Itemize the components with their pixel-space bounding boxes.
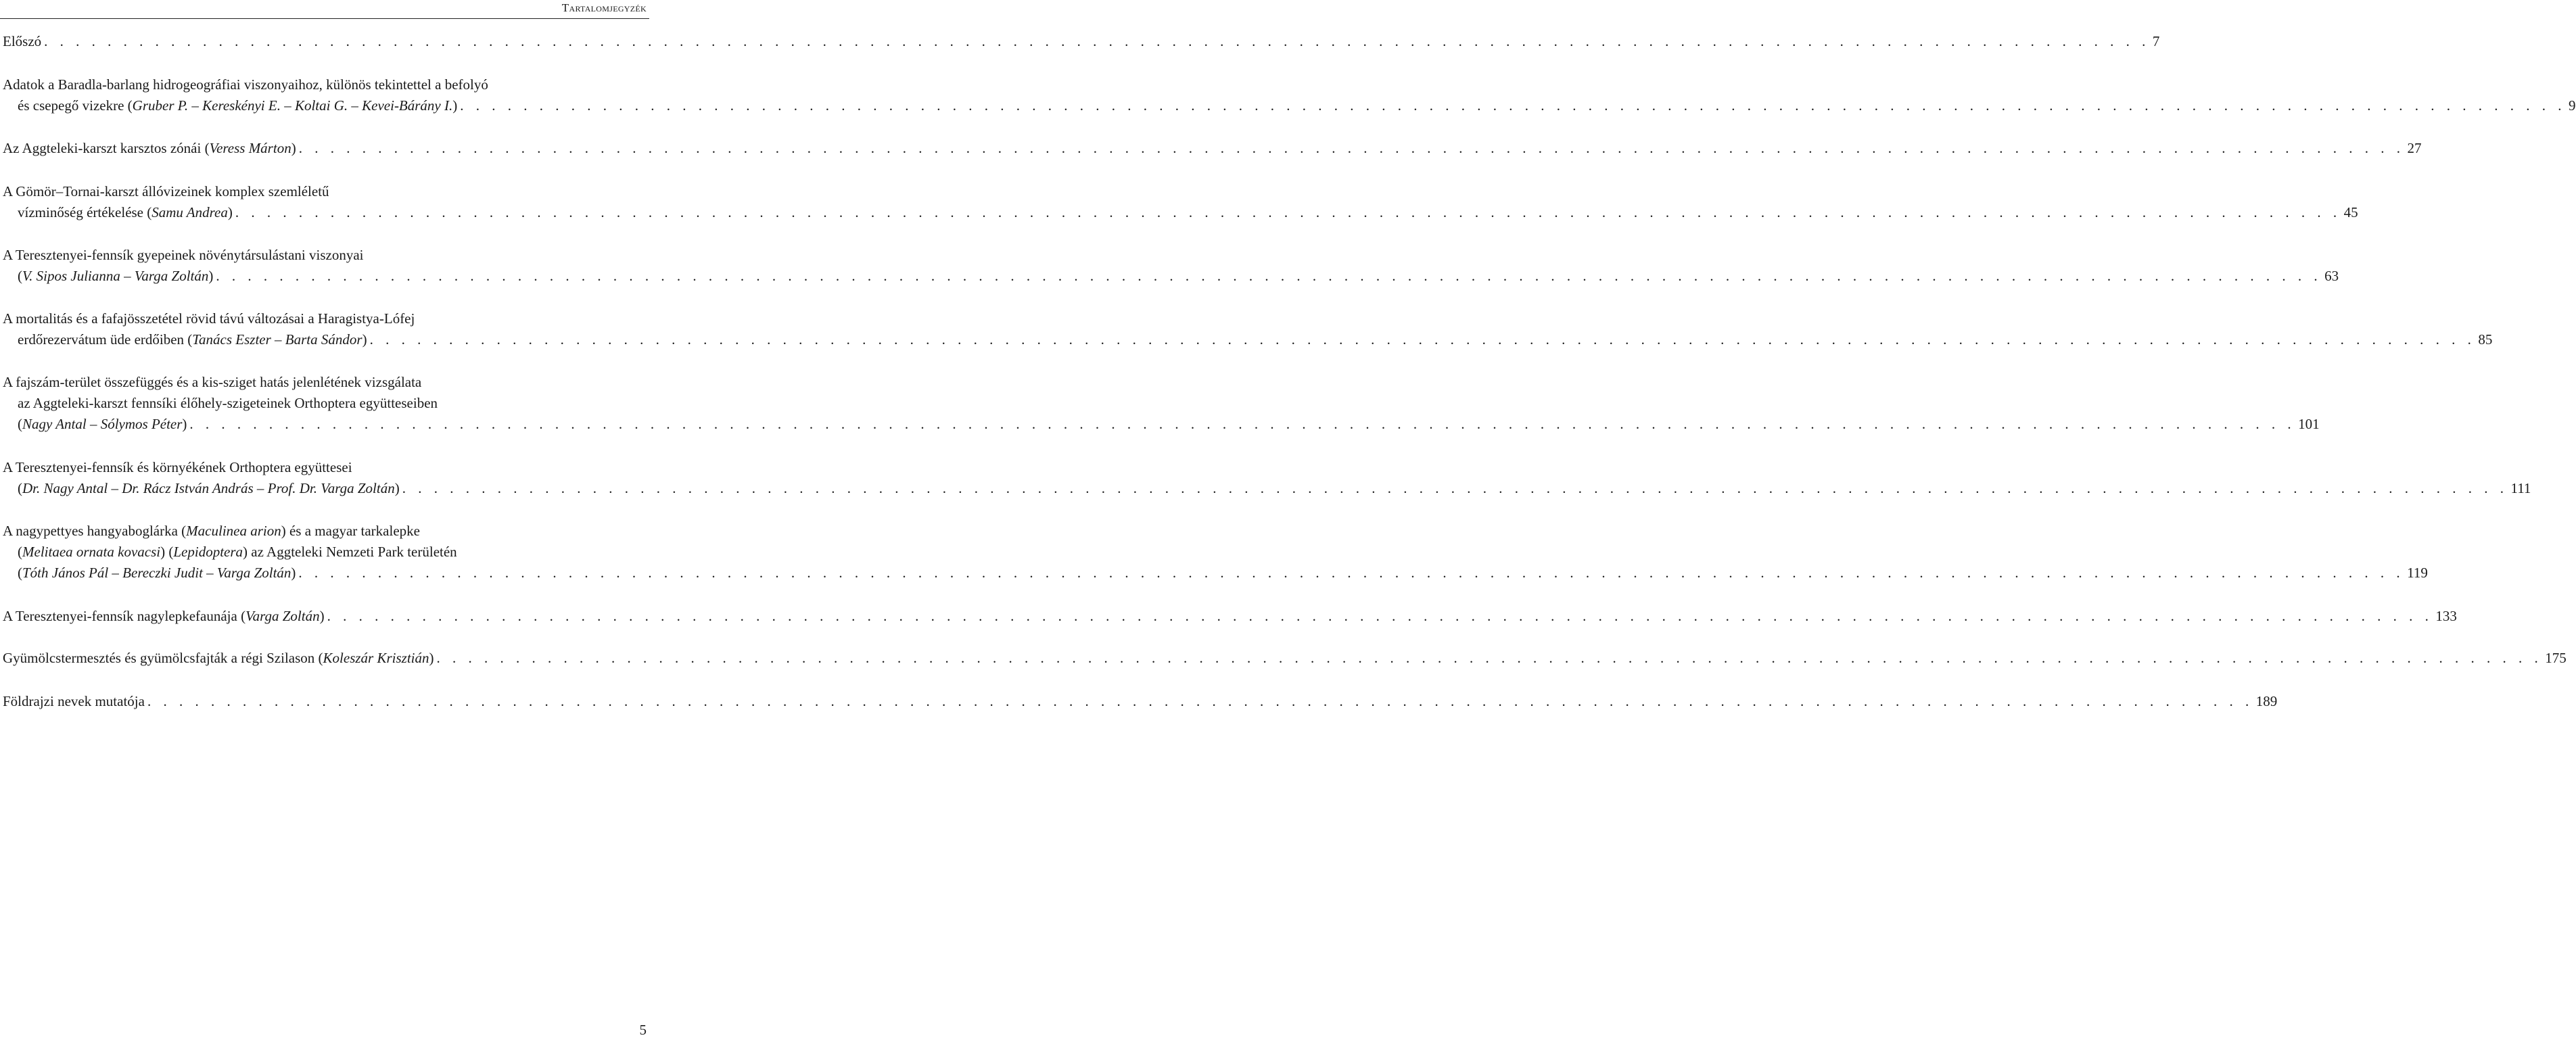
toc-page-number: 27 (2407, 140, 2422, 156)
toc-entry-last-line (3, 95, 2576, 116)
toc-entry-last-line (3, 202, 2358, 223)
author-or-taxon-text: Tóth János Pál – Bereczki Judit – Varga Zoltán (22, 565, 291, 581)
toc-entry-text (18, 478, 400, 499)
toc-entry-text (3, 459, 352, 475)
toc-page-number: 7 (2152, 33, 2160, 49)
author-or-taxon-text: Dr. Nagy Antal – Dr. Rácz István András – Prof. Dr. Varga Zoltán (22, 480, 395, 496)
toc-entry-last-line (3, 266, 2339, 287)
author-or-taxon-text: Samu Andrea (151, 204, 228, 220)
toc-entry-last-line (3, 563, 2428, 584)
toc-entry (3, 457, 2531, 499)
dot-leader: . . . . . . . . . . . . . . . . . . . . . . . . . . . . . . . . . . . . . . . . . . . . . . . . . . . . . . . . . . . . . . . . . . . . . . . . . . . . . . . . . . . . . . . . . . . . . . . . . . . . . . . . . . . . . . . . . . . . . . . . . . . . . . . . . . . . . (216, 268, 2322, 284)
author-or-taxon-text: Koleszár Krisztián (323, 650, 429, 666)
toc-entry-line (3, 245, 647, 266)
toc-page-number: 133 (2435, 608, 2457, 624)
toc-entry-text (18, 266, 213, 287)
title-text: A fajszám-terület összefüggés és a kis-sziget hatás jelenlétének vizsgálata (3, 374, 422, 390)
title-text: az Aggteleki-karszt fennsíki élőhely-szigeteinek Orthoptera együtteseiben (18, 395, 438, 411)
title-text: ) (362, 331, 367, 348)
author-or-taxon-text: Lepidoptera (173, 544, 243, 560)
dot-leader: . . . . . . . . . . . . . . . . . . . . . . . . . . . . . . . . . . . . . . . . . . . . . . . . . . . . . . . . . . . . . . . . . . . . . . . . . . . . . . . . . . . . . . . . . . . . . . . . . . . . . . . . . . . . . . . . . . . . . . . . . . . . . . . . . . . . . (369, 331, 2476, 348)
title-text: ) (452, 97, 458, 114)
title-text: és csepegő vizekre ( (18, 97, 133, 114)
author-or-taxon-text: Melitaea ornata kovacsi (22, 544, 161, 560)
dot-leader: . . . . . . . . . . . . . . . . . . . . . . . . . . . . . . . . . . . . . . . . . . . . . . . . . . . . . . . . . . . . . . . . . . . . . . . . . . . . . . . . . . . . . . . . . . . . . . . . . . . . . . . . . . . . . . . . . . . . . . . . . . . . . . . . . . . . . (44, 33, 2150, 49)
title-text: Földrajzi nevek mutatója (3, 693, 145, 709)
title-text: ( (18, 480, 22, 496)
toc-entry-last-line (3, 329, 2493, 350)
title-text: Az Aggteleki-karszt karsztos zónái ( (3, 140, 210, 156)
toc-page-number: 189 (2255, 693, 2278, 709)
title-text: A Teresztenyei-fennsík gyepeinek növénytársulástani viszonyai (3, 247, 364, 263)
toc-entry (3, 606, 2457, 627)
toc-page-number: 101 (2298, 416, 2320, 432)
toc-entry-text (18, 544, 457, 560)
toc-entry-line (3, 457, 647, 478)
toc-entry (3, 74, 2576, 116)
dot-leader: . . . . . . . . . . . . . . . . . . . . . . . . . . . . . . . . . . . . . . . . . . . . . . . . . . . . . . . . . . . . . . . . . . . . . . . . . . . . . . . . . . . . . . . . . . . . . . . . . . . . . . . . . . . . . . . . . . . . . . . . . . . . . . . . . . . . . (298, 565, 2405, 581)
title-text: Előszó (3, 33, 42, 49)
toc-entry-line (3, 372, 647, 393)
toc-entry-text (3, 374, 421, 390)
toc-entry-line (3, 181, 647, 202)
title-text: ) (227, 204, 233, 220)
title-text: ) (182, 416, 187, 432)
title-text: ) és a magyar tarkalepke (281, 523, 420, 539)
toc-entry (3, 521, 2428, 584)
dot-leader: . . . . . . . . . . . . . . . . . . . . . . . . . . . . . . . . . . . . . . . . . . . . . . . . . . . . . . . . . . . . . . . . . . . . . . . . . . . . . . . . . . . . . . . . . . . . . . . . . . . . . . . . . . . . . . . . . . . . . . . . . . . . . . . . . . . . . (298, 140, 2405, 156)
title-text: ) (291, 140, 296, 156)
title-text: ( (18, 565, 22, 581)
toc-entry-line (3, 74, 647, 95)
toc-entry-text (3, 523, 420, 539)
toc-entry-text (3, 606, 325, 627)
toc-page-number: 45 (2343, 204, 2358, 220)
author-or-taxon-text: Gruber P. – Kereskényi E. – Koltai G. – Kevei-Bárány I. (132, 97, 453, 114)
toc-entry-last-line (3, 691, 2278, 712)
title-text: vízminőség értékelése ( (18, 204, 152, 220)
title-text: ) (394, 480, 400, 496)
title-text: A Teresztenyei-fennsík és környékének Orthoptera együttesei (3, 459, 352, 475)
title-text: ) (319, 608, 325, 624)
running-header: Tartalomjegyzék (561, 1, 647, 14)
title-text: A Gömör–Tornai-karszt állóvizeinek komplex szemléletű (3, 183, 329, 199)
toc-entry (3, 372, 2320, 435)
title-text: A nagypettyes hangyaboglárka ( (3, 523, 187, 539)
dot-leader: . . . . . . . . . . . . . . . . . . . . . . . . . . . . . . . . . . . . . . . . . . . . . . . . . . . . . . . . . . . . . . . . . . . . . . . . . . . . . . . . . . . . . . . . . . . . . . . . . . . . . . . . . . . . . . . . . . . . . . . . . . . . . . . . . . . . . (460, 97, 2566, 114)
toc-entry (3, 648, 2567, 669)
author-or-taxon-text: V. Sipos Julianna – Varga Zoltán (22, 268, 209, 284)
author-or-taxon-text: Veress Márton (209, 140, 291, 156)
author-or-taxon-text: Tanács Eszter – Barta Sándor (192, 331, 362, 348)
toc-entry-last-line (3, 606, 2457, 627)
page-number: 5 (639, 1022, 647, 1038)
toc-entry-text (3, 76, 488, 93)
toc-entry (3, 138, 2422, 159)
toc-entry-text (18, 563, 296, 584)
toc-entry-text (18, 202, 233, 223)
toc-page-number: 85 (2478, 331, 2493, 348)
toc-entry (3, 31, 2160, 52)
header-rule (0, 18, 649, 19)
toc-page-number: 111 (2510, 480, 2531, 496)
title-text: Gyümölcstermesztés és gyümölcsfajták a régi Szilason ( (3, 650, 323, 666)
toc-page-number: 63 (2324, 268, 2339, 284)
toc-entry-text (18, 395, 438, 411)
toc-entry-text (3, 31, 41, 52)
toc-entry-line (3, 521, 647, 542)
toc-entry-text (3, 310, 415, 327)
author-or-taxon-text: Varga Zoltán (245, 608, 320, 624)
title-text: ) (208, 268, 214, 284)
toc-entry-last-line (3, 414, 2320, 435)
toc-entry-text (3, 183, 329, 199)
toc-entry-text (3, 648, 434, 669)
title-text: ) ( (160, 544, 174, 560)
toc-entry-text (3, 691, 145, 712)
toc-entry (3, 691, 2278, 712)
title-text: Adatok a Baradla-barlang hidrogeográfiai viszonyaihoz, különös tekintettel a befolyó (3, 76, 488, 93)
dot-leader: . . . . . . . . . . . . . . . . . . . . . . . . . . . . . . . . . . . . . . . . . . . . . . . . . . . . . . . . . . . . . . . . . . . . . . . . . . . . . . . . . . . . . . . . . . . . . . . . . . . . . . . . . . . . . . . . . . . . . . . . . . . . . . . . . . . . . (147, 693, 2253, 709)
toc-page-number: 175 (2545, 650, 2567, 666)
dot-leader: . . . . . . . . . . . . . . . . . . . . . . . . . . . . . . . . . . . . . . . . . . . . . . . . . . . . . . . . . . . . . . . . . . . . . . . . . . . . . . . . . . . . . . . . . . . . . . . . . . . . . . . . . . . . . . . . . . . . . . . . . . . . . . . . . . . . . (235, 204, 2341, 220)
dot-leader: . . . . . . . . . . . . . . . . . . . . . . . . . . . . . . . . . . . . . . . . . . . . . . . . . . . . . . . . . . . . . . . . . . . . . . . . . . . . . . . . . . . . . . . . . . . . . . . . . . . . . . . . . . . . . . . . . . . . . . . . . . . . . . . . . . . . . (327, 608, 2433, 624)
toc-entry (3, 181, 2358, 223)
toc-entry-text (3, 138, 296, 159)
author-or-taxon-text: Maculinea arion (186, 523, 281, 539)
title-text: erdőrezervátum üde erdőiben ( (18, 331, 193, 348)
toc-entry-text (18, 329, 367, 350)
toc-entry (3, 245, 2339, 287)
toc-entry-last-line (3, 648, 2567, 669)
toc-entry-line (3, 393, 647, 414)
toc-entry-line (3, 308, 647, 329)
toc-entry-last-line (3, 138, 2422, 159)
toc-entry-text (18, 95, 457, 116)
dot-leader: . . . . . . . . . . . . . . . . . . . . . . . . . . . . . . . . . . . . . . . . . . . . . . . . . . . . . . . . . . . . . . . . . . . . . . . . . . . . . . . . . . . . . . . . . . . . . . . . . . . . . . . . . . . . . . . . . . . . . . . . . . . . . . . . . . . . . (436, 650, 2543, 666)
toc-entry-last-line (3, 478, 2531, 499)
title-text: ) (291, 565, 296, 581)
dot-leader: . . . . . . . . . . . . . . . . . . . . . . . . . . . . . . . . . . . . . . . . . . . . . . . . . . . . . . . . . . . . . . . . . . . . . . . . . . . . . . . . . . . . . . . . . . . . . . . . . . . . . . . . . . . . . . . . . . . . . . . . . . . . . . . . . . . . . (189, 416, 2296, 432)
toc-entry-last-line (3, 31, 2160, 52)
toc-entry-text (3, 247, 363, 263)
author-or-taxon-text: Nagy Antal – Sólymos Péter (22, 416, 183, 432)
title-text: ( (18, 268, 22, 284)
dot-leader: . . . . . . . . . . . . . . . . . . . . . . . . . . . . . . . . . . . . . . . . . . . . . . . . . . . . . . . . . . . . . . . . . . . . . . . . . . . . . . . . . . . . . . . . . . . . . . . . . . . . . . . . . . . . . . . . . . . . . . . . . . . . . . . . . . . . . (402, 480, 2508, 496)
toc-entry-line (3, 542, 647, 563)
title-text: ( (18, 416, 22, 432)
title-text: A mortalitás és a fafajösszetétel rövid távú változásai a Haragistya-Lófej (3, 310, 415, 327)
toc-entry-text (18, 414, 187, 435)
title-text: ) az Aggteleki Nemzeti Park területén (243, 544, 457, 560)
toc-page-number: 119 (2407, 565, 2428, 581)
title-text: A Teresztenyei-fennsík nagylepkefaunája ( (3, 608, 246, 624)
toc-entry (3, 308, 2493, 350)
title-text: ) (429, 650, 434, 666)
title-text: ( (18, 544, 22, 560)
toc-page-number: 9 (2569, 97, 2576, 114)
